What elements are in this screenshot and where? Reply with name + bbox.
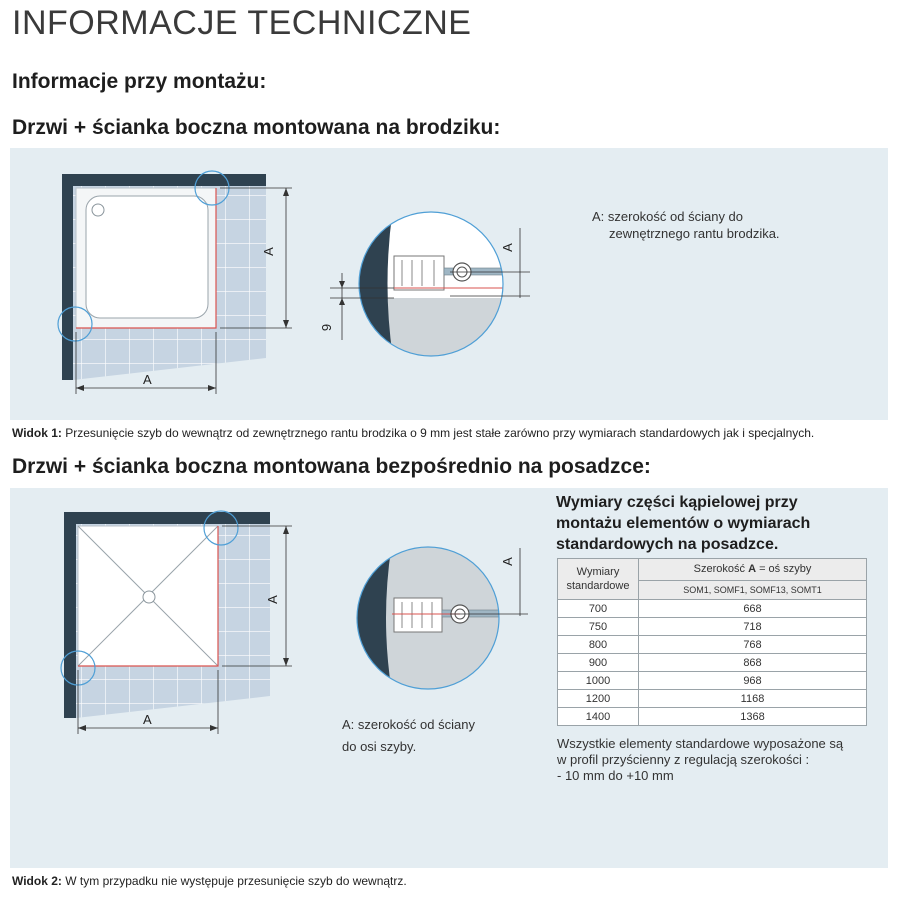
section1-note bbox=[592, 208, 780, 242]
section1-diagram bbox=[10, 148, 888, 420]
footnote-line2: w profil przyścienny z regulacją szerokości : bbox=[557, 752, 810, 767]
dim-a-vertical: A bbox=[260, 247, 276, 256]
table-row bbox=[558, 600, 867, 618]
table-body bbox=[558, 600, 867, 726]
caption1-label: Widok 1: bbox=[12, 426, 62, 440]
drain-icon bbox=[143, 591, 155, 603]
section1-note-line1: A: szerokość od ściany do bbox=[592, 209, 744, 224]
cell-standard: 900 bbox=[558, 654, 639, 672]
dim-a-horizontal-2: A bbox=[143, 712, 152, 727]
page-title: INFORMACJE TECHNICZNE bbox=[12, 4, 472, 42]
dim-a-horizontal: A bbox=[143, 372, 152, 387]
detail-dim-9: 9 bbox=[319, 323, 335, 332]
table-row bbox=[558, 654, 867, 672]
cell-standard: 1400 bbox=[558, 708, 639, 726]
cell-width: 968 bbox=[639, 672, 867, 690]
table-row bbox=[558, 672, 867, 690]
table-title-line2: montażu elementów o wymiarach bbox=[556, 515, 811, 532]
table-row bbox=[558, 618, 867, 636]
drain-icon bbox=[92, 204, 104, 216]
cell-width: 768 bbox=[639, 636, 867, 654]
cell-standard: 1200 bbox=[558, 690, 639, 708]
section2-diagram bbox=[10, 488, 550, 868]
table-title bbox=[556, 492, 810, 555]
tray-basin bbox=[86, 196, 208, 318]
caption2-text: W tym przypadku nie występuje przesunięcie szyb do wewnątrz. bbox=[61, 874, 407, 888]
footnote-line1: Wszystkie elementy standardowe wyposażone są bbox=[557, 736, 844, 751]
section1-panel bbox=[10, 148, 888, 420]
table-title-line3: standardowych na posadzce. bbox=[556, 536, 779, 553]
section2-note bbox=[342, 714, 475, 758]
section2-note-line2: do osi szyby. bbox=[342, 739, 417, 754]
dim-a-vertical-2: A bbox=[264, 595, 280, 604]
dimensions-table bbox=[557, 558, 867, 726]
cell-standard: 750 bbox=[558, 618, 639, 636]
cell-standard: 700 bbox=[558, 600, 639, 618]
detail-dim-a: A bbox=[499, 243, 515, 252]
cell-standard: 1000 bbox=[558, 672, 639, 690]
table-row bbox=[558, 690, 867, 708]
col-header-models: SOM1, SOMF1, SOMF13, SOMT1 bbox=[639, 580, 867, 599]
table-title-line1: Wymiary części kąpielowej przy bbox=[556, 494, 798, 511]
cell-standard: 800 bbox=[558, 636, 639, 654]
section1-note-line2: zewnętrznego rantu brodzika. bbox=[609, 226, 780, 241]
section1-heading: Drzwi + ścianka boczna montowana na brodziku: bbox=[12, 116, 501, 139]
col-header-standard: Wymiary standardowe bbox=[558, 559, 639, 600]
detail-dim-a-2: A bbox=[499, 557, 515, 566]
section2-caption bbox=[12, 874, 407, 888]
cell-width: 718 bbox=[639, 618, 867, 636]
caption2-label: Widok 2: bbox=[12, 874, 62, 888]
section2-note-line1: A: szerokość od ściany bbox=[342, 717, 475, 732]
table-row bbox=[558, 636, 867, 654]
table-footnote bbox=[557, 736, 843, 784]
cell-width: 1368 bbox=[639, 708, 867, 726]
section2-heading: Drzwi + ścianka boczna montowana bezpośrednio na posadzce: bbox=[12, 455, 651, 478]
cell-width: 668 bbox=[639, 600, 867, 618]
section1-caption bbox=[12, 426, 814, 440]
cell-width: 1168 bbox=[639, 690, 867, 708]
footnote-line3: - 10 mm do +10 mm bbox=[557, 768, 674, 783]
table-row bbox=[558, 708, 867, 726]
col-header-width: Szerokość A = oś szyby bbox=[639, 559, 867, 581]
caption1-text: Przesunięcie szyb do wewnątrz od zewnętrznego rantu brodzika o 9 mm jest stałe zarówno przy wymiarach standardowych jak i specjalnych. bbox=[61, 426, 815, 440]
cell-width: 868 bbox=[639, 654, 867, 672]
install-subtitle: Informacje przy montażu: bbox=[12, 70, 267, 93]
